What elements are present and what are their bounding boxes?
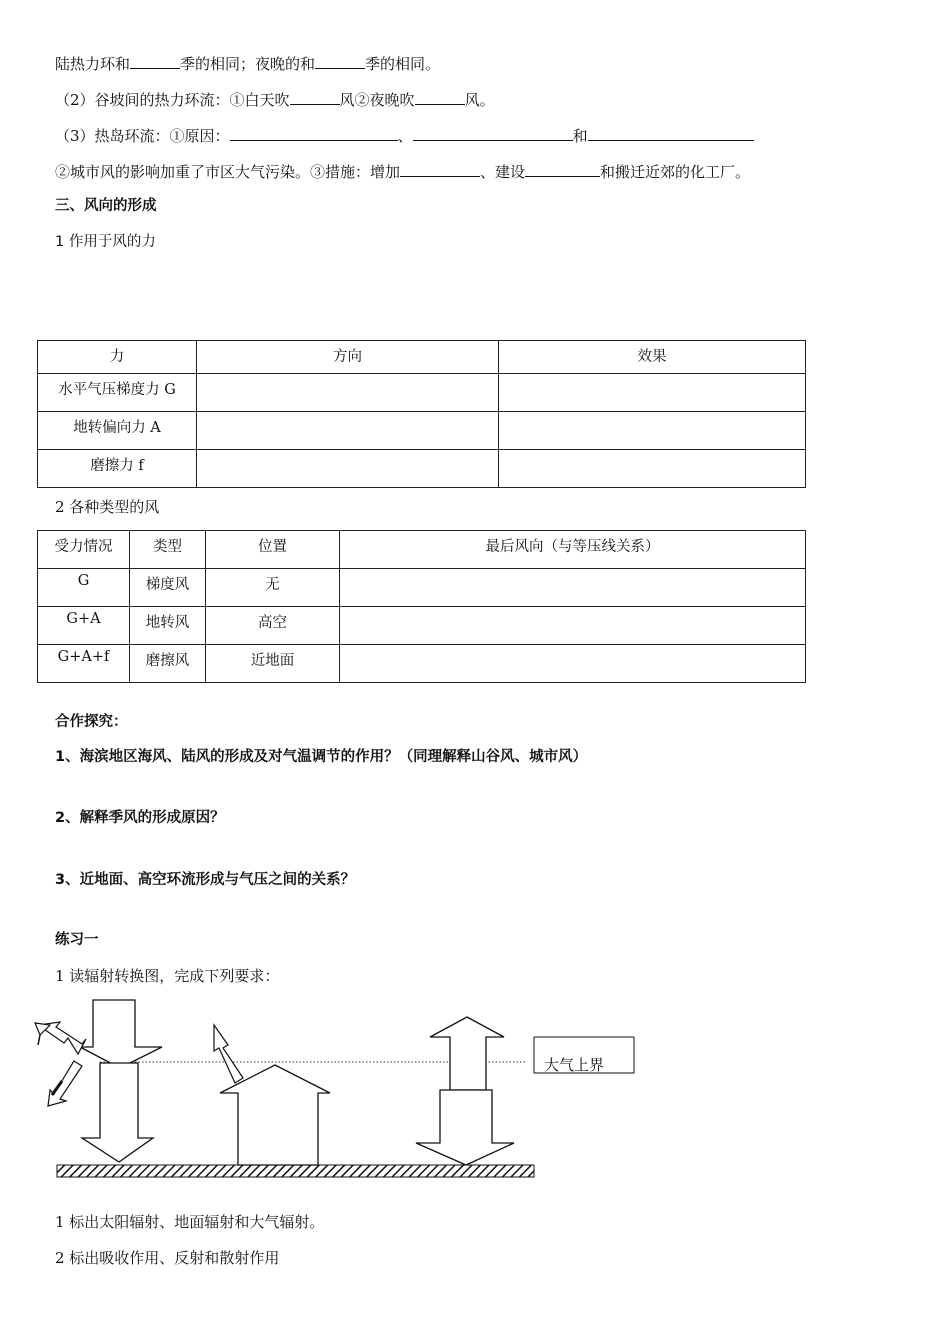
table-cell[interactable]: [499, 412, 806, 450]
line4-part-a: ②城市风的影响加重了市区大气污染。③措施：增加: [55, 163, 401, 181]
forces-table: [37, 340, 806, 488]
table-header-row: [38, 531, 806, 569]
line3-part-b: 、: [397, 127, 413, 145]
exercise-1-heading: 练习一: [55, 932, 99, 948]
table-row: [38, 569, 806, 607]
scattering-arrow: [48, 1061, 82, 1106]
task-2: 2 标出吸收作用、反射和散射作用: [55, 1249, 280, 1267]
table-cell[interactable]: [340, 569, 806, 607]
line1-part-c: 季的相同。: [365, 55, 441, 73]
escape-radiation-arrow: [214, 1025, 243, 1083]
table-header-row: [38, 341, 806, 374]
table-cell[interactable]: [499, 450, 806, 488]
table-cell[interactable]: [340, 645, 806, 683]
table-row: [38, 450, 806, 488]
blank-field[interactable]: [315, 52, 365, 69]
table-cell: G+A: [38, 607, 130, 645]
table-cell[interactable]: [197, 412, 499, 450]
atmosphere-top-label: 大气上界: [544, 1056, 605, 1074]
line3-part-c: 和: [572, 127, 588, 145]
wind-types-table: [37, 530, 806, 683]
table-cell[interactable]: [197, 450, 499, 488]
table-row: [38, 374, 806, 412]
question-3: 3、近地面、高空环流形成与气压之间的关系？: [55, 872, 356, 888]
header-cell: 最后风向（与等压线关系）: [340, 531, 806, 569]
blank-field[interactable]: [230, 124, 398, 141]
header-cell: 效果: [499, 341, 806, 374]
radiation-diagram: [30, 995, 650, 1190]
atmospheric-radiation-up-arrow: [430, 1017, 504, 1090]
table-cell: 无: [206, 569, 340, 607]
header-cell: 受力情况: [38, 531, 130, 569]
cooperative-inquiry-heading: 合作探究：: [55, 714, 128, 730]
table-row: [38, 412, 806, 450]
text-line-1: [55, 52, 440, 74]
line3-part-a: （3）热岛环流：①原因：: [55, 127, 230, 145]
blank-field[interactable]: [415, 88, 465, 105]
table-cell[interactable]: [340, 607, 806, 645]
task-1: 1 标出太阳辐射、地面辐射和大气辐射。: [55, 1213, 325, 1231]
table-row: [38, 645, 806, 683]
header-cell: 力: [38, 341, 197, 374]
solar-radiation-arrow-bottom: [82, 1063, 153, 1162]
table-row: [38, 607, 806, 645]
line4-part-b: 、建设: [480, 163, 526, 181]
line1-part-b: 季的相同；夜晚的和: [180, 55, 316, 73]
question-2: 2、解释季风的形成原因？: [55, 810, 225, 826]
subheading-forces: 1 作用于风的力: [55, 234, 156, 250]
line2-part-a: （2）谷坡间的热力环流：①白天吹: [55, 91, 290, 109]
header-cell: 类型: [130, 531, 206, 569]
blank-field[interactable]: [588, 124, 754, 141]
atmospheric-counter-radiation-arrow: [416, 1090, 514, 1165]
blank-field[interactable]: [290, 88, 340, 105]
blank-field[interactable]: [525, 160, 600, 177]
text-line-3: [55, 124, 754, 146]
ground-surface: [57, 1165, 534, 1177]
blank-field[interactable]: [130, 52, 180, 69]
table-cell: G: [38, 569, 130, 607]
subheading-wind-types: 2 各种类型的风: [55, 498, 160, 516]
table-cell: 水平气压梯度力 G: [38, 374, 197, 412]
blank-field[interactable]: [413, 124, 573, 141]
line4-part-c: 和搬迁近郊的化工厂。: [600, 163, 751, 181]
table-cell: 高空: [206, 607, 340, 645]
blank-field[interactable]: [400, 160, 480, 177]
text-line-4: [55, 160, 750, 182]
table-cell[interactable]: [499, 374, 806, 412]
header-cell: 位置: [206, 531, 340, 569]
line1-part-a: 陆热力环和: [55, 55, 131, 73]
table-cell: 磨擦风: [130, 645, 206, 683]
solar-radiation-arrow-top: [80, 1000, 162, 1068]
line2-part-b: 风②夜晚吹: [339, 91, 415, 109]
line2-part-c: 风。: [464, 91, 495, 109]
question-1: 1、海滨地区海风、陆风的形成及对气温调节的作用？（同理解释山谷风、城市风）: [55, 749, 588, 765]
table-cell: 地转偏向力 A: [38, 412, 197, 450]
table-cell[interactable]: [197, 374, 499, 412]
table-cell: G+A+f: [38, 645, 130, 683]
table-cell: 磨擦力 f: [38, 450, 197, 488]
header-cell: 方向: [197, 341, 499, 374]
table-cell: 近地面: [206, 645, 340, 683]
table-cell: 梯度风: [130, 569, 206, 607]
text-line-2: [55, 88, 495, 110]
exercise-1-intro: 1 读辐射转换图，完成下列要求：: [55, 967, 280, 985]
table-cell: 地转风: [130, 607, 206, 645]
section-3-heading: 三、风向的形成: [55, 198, 157, 214]
